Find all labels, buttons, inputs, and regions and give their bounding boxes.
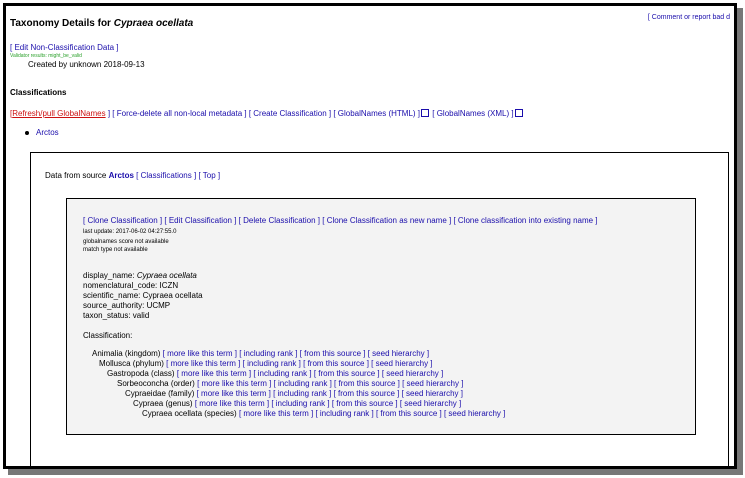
match-type-text: match type not available	[83, 247, 148, 253]
taxon-status-field: taxon_status: valid	[83, 311, 150, 320]
edit-non-classification-link[interactable]: [ Edit Non-Classification Data ]	[10, 43, 119, 52]
seed-hierarchy-link[interactable]: [ seed hierarchy ]	[371, 359, 433, 368]
classification-actions	[83, 216, 598, 225]
taxon-term: Animalia (kingdom)	[92, 349, 161, 358]
external-link-icon	[421, 109, 429, 117]
frame-shadow-right	[737, 8, 743, 474]
more-like-this-link[interactable]: [ more like this term ]	[196, 389, 271, 398]
display-name-label: display_name:	[83, 271, 135, 280]
refresh-globalnames-link[interactable]: Refresh/pull GlobalNames	[12, 109, 106, 118]
classification-tree-row	[133, 399, 461, 409]
seed-hierarchy-link[interactable]: [ seed hierarchy ]	[401, 389, 463, 398]
clone-as-new-name-link[interactable]: [ Clone Classification as new name ]	[322, 216, 452, 225]
including-rank-link[interactable]: [ including rank ]	[315, 409, 374, 418]
create-classification-link[interactable]: [ Create Classification ]	[248, 109, 332, 118]
more-like-this-link[interactable]: [ more like this term ]	[238, 409, 314, 418]
force-delete-link[interactable]: ] [ Force-delete all non-local metadata ]	[107, 109, 247, 118]
from-this-source-link[interactable]: [ from this source ]	[303, 359, 369, 368]
created-by-text: Created by unknown 2018-09-13	[28, 60, 145, 69]
classification-tree-row	[107, 369, 443, 379]
last-update-text: last update: 2017-06-02 04:27:55.0	[83, 229, 177, 235]
report-link[interactable]: [ Comment or report bad d	[647, 14, 730, 21]
classification-tree-row	[92, 349, 429, 359]
seed-hierarchy-link[interactable]: [ seed hierarchy ]	[443, 409, 506, 418]
taxon-term: Sorbeoconcha (order)	[117, 379, 195, 388]
nomenclatural-code-field: nomenclatural_code: ICZN	[83, 281, 179, 290]
classifications-actions	[10, 109, 524, 118]
clone-classification-link[interactable]: [ Clone Classification ]	[83, 216, 163, 225]
source-authority-field: source_authority: UCMP	[83, 301, 171, 310]
more-like-this-link[interactable]: [ more like this term ]	[176, 369, 252, 378]
classification-tree-row	[142, 409, 505, 419]
taxon-term: Cypraea ocellata (species)	[142, 409, 237, 418]
display-name-value: Cypraea ocellata	[136, 271, 197, 280]
globalnames-xml-link[interactable]: [ GlobalNames (XML) ]	[432, 109, 514, 118]
screenshot-frame	[3, 3, 737, 469]
from-this-source-link[interactable]: [ from this source ]	[299, 349, 366, 358]
classification-fields	[83, 271, 203, 321]
from-this-source-link[interactable]: [ from this source ]	[375, 409, 442, 418]
globalnames-score-text: globalnames score not available	[83, 239, 169, 245]
more-like-this-link[interactable]: [ more like this term ]	[197, 379, 272, 388]
classification-label: Classification:	[83, 331, 133, 340]
globalnames-html-link[interactable]: [ GlobalNames (HTML) ]	[333, 109, 421, 118]
including-rank-link[interactable]: [ including rank ]	[271, 399, 330, 408]
more-like-this-link[interactable]: [ more like this term ]	[166, 359, 241, 368]
taxon-term: Cypraeidae (family)	[125, 389, 195, 398]
scientific-name-field: scientific_name: Cypraea ocellata	[83, 291, 203, 300]
source-line	[45, 171, 220, 180]
taxon-term: Mollusca (phylum)	[99, 359, 164, 368]
including-rank-link[interactable]: [ including rank ]	[273, 379, 332, 388]
including-rank-link[interactable]: [ including rank ]	[242, 359, 301, 368]
classification-panel	[66, 198, 696, 435]
source-name: Arctos	[108, 171, 134, 180]
including-rank-link[interactable]: [ including rank ]	[239, 349, 298, 358]
refresh-bracket: [	[10, 109, 13, 118]
page-title-taxon: Cypraea ocellata	[113, 18, 194, 29]
top-link[interactable]: [ Top ]	[198, 171, 221, 180]
seed-hierarchy-link[interactable]: [ seed hierarchy ]	[381, 369, 444, 378]
taxon-term: Gastropoda (class)	[107, 369, 175, 378]
clone-into-existing-link[interactable]: [ Clone classification into existing name ]	[453, 216, 598, 225]
taxon-term: Cypraea (genus)	[133, 399, 193, 408]
from-this-source-link[interactable]: [ from this source ]	[331, 399, 398, 408]
external-link-icon	[515, 109, 523, 117]
classifications-anchor-link[interactable]: [ Classifications ]	[136, 171, 197, 180]
from-this-source-link[interactable]: [ from this source ]	[333, 389, 400, 398]
page-title-prefix: Taxonomy Details for	[10, 18, 114, 29]
source-box	[30, 152, 729, 469]
classification-tree-row	[125, 389, 463, 399]
display-name-field	[83, 271, 203, 281]
delete-classification-link[interactable]: [ Delete Classification ]	[238, 216, 321, 225]
more-like-this-link[interactable]: [ more like this term ]	[162, 349, 237, 358]
classifications-heading: Classifications	[10, 88, 67, 97]
classification-tree-row	[117, 379, 463, 389]
from-this-source-link[interactable]: [ from this source ]	[334, 379, 400, 388]
page-title	[10, 18, 193, 29]
from-this-source-link[interactable]: [ from this source ]	[313, 369, 380, 378]
frame-shadow-bottom	[8, 469, 743, 475]
source-list-item-arctos[interactable]: Arctos	[36, 128, 59, 137]
including-rank-link[interactable]: [ including rank ]	[273, 389, 332, 398]
validator-results: Validator results: might_be_valid	[10, 53, 82, 59]
seed-hierarchy-link[interactable]: [ seed hierarchy ]	[402, 379, 464, 388]
edit-classification-link[interactable]: [ Edit Classification ]	[164, 216, 237, 225]
more-like-this-link[interactable]: [ more like this term ]	[194, 399, 270, 408]
source-prefix: Data from source	[45, 171, 107, 180]
classification-tree-row	[99, 359, 433, 369]
seed-hierarchy-link[interactable]: [ seed hierarchy ]	[367, 349, 430, 358]
including-rank-link[interactable]: [ including rank ]	[253, 369, 312, 378]
seed-hierarchy-link[interactable]: [ seed hierarchy ]	[399, 399, 462, 408]
